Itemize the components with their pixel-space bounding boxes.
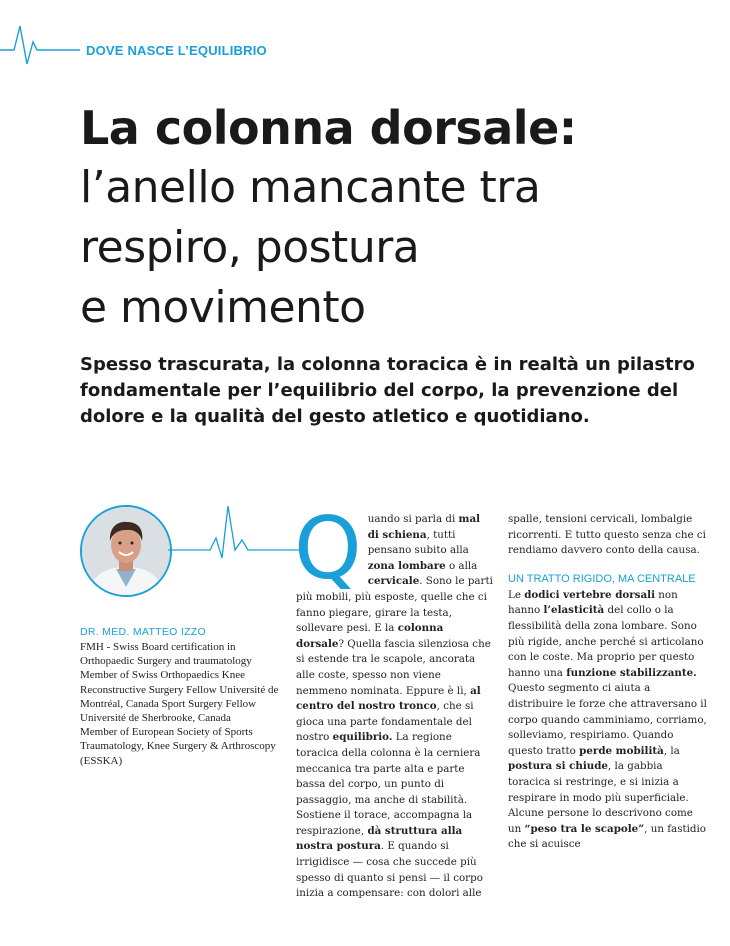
body-text: . Sono le parti più mobili, più esposte, quelle che ci fanno piegare, girare la testa, sollevare pesi. E la [296,575,493,635]
article-column-1 [294,499,494,902]
article-column-2 [508,512,708,853]
body-text: . E quando si irrigidisce — cosa che succede più spesso di quanto si pensi — il corpo inizia a compensare: con dolori alle [296,840,483,900]
body-bold: “peso tra le scapole” [524,822,645,835]
body-text: La regione toracica della colonna è la cerniera meccanica tra parte alta e parte bassa del corpo, un punto di passaggio, ma anche di stabilità. Sostiene il torace, accompagna la respirazione, [296,731,481,837]
section-subhead: UN TRATTO RIGIDO, MA CENTRALE [508,572,696,585]
body-text: Le [508,588,525,601]
title-line-4: e movimento [80,282,366,333]
body-bold: equilibrio. [332,731,393,744]
body-bold: al centro del nostro tronco [296,684,481,713]
body-bold: postura si chiude [508,760,608,773]
body-bold: colonna dorsale [296,622,444,650]
author-bio-line: Member of European Society of Sports Traumatology, Knee Surgery & Arthroscopy (ESSKA) [80,726,276,767]
body-text: , la gabbia toracica si restringe, e si inizia a respirare in modo più superficiale. Alcune persone lo descrivono come un [508,760,693,835]
body-text: o alla [445,559,478,572]
body-bold: zona lombare [367,559,446,572]
author-bio [80,640,280,768]
author-name: DR. MED. MATTEO IZZO [80,626,206,638]
body-paragraph: spalle, tensioni cervicali, lombalgie ricorrenti. E tutto questo senza che ci rendiamo davvero conto della causa. [508,513,706,557]
body-text: non hanno [508,588,678,617]
body-text: , tutti pensano subito alla [367,528,469,557]
body-text: del collo o la flessibilità della zona lombare. Sono più rigide, anche perché si articolano con le coste. Ma proprio per questo hanno una [508,604,704,679]
title-line-bold: La colonna dorsale: [80,101,577,155]
body-bold: l’elasticità [543,604,605,617]
author-bio-line: Member of Swiss Orthopaedics Knee Reconstructive Surgery Fellow Université de Montréal, Canada Sport Surgery Fellow Université de Sherbrooke, Canada [80,669,279,725]
body-paragraph [508,588,708,853]
body-text: , un fastidio che si acuisce [508,822,706,851]
body-text: , che si gioca una parte fondamentale del nostro [296,700,474,744]
body-bold: mal di schiena [367,513,481,541]
article-title [80,98,700,338]
article-subtitle: Spesso trascurata, la colonna toracica è in realtà un pilastro fondamentale per l’equilibrio del corpo, la prevenzione del dolore e la qualità del gesto atletico e quotidiano. [80,354,695,427]
body-text: uando si parla di [367,513,459,525]
body-bold: dodici vertebre dorsali [524,588,655,601]
title-line-3: respiro, postura [80,222,420,273]
author-bio-line: FMH - Swiss Board certification in Orthopaedic Surgery and traumatology [80,641,252,668]
ecg-header-icon [0,20,80,66]
body-bold: perde mobilità [579,744,664,757]
body-text: ? Quella fascia silenziosa che si estende tra le scapole, ancorata alle coste, spesso non viene nemmeno nominata. Eppure è lì, [296,637,491,697]
body-text: Questo segmento ci aiuta a distribuire le forze che attraversano il corpo quando camminiamo, corriamo, solleviamo, respiriamo. Quando questo tratto [508,682,707,757]
title-line-2: l’anello mancante tra [80,162,541,213]
section-label: DOVE NASCE L’EQUILIBRIO [86,43,267,58]
body-text: , la [663,744,680,757]
body-bold: funzione stabilizzante. [566,666,697,679]
body-bold: cervicale [367,575,420,588]
body-bold: dà struttura alla nostra postura [296,824,463,853]
drop-cap: Q [294,499,362,599]
